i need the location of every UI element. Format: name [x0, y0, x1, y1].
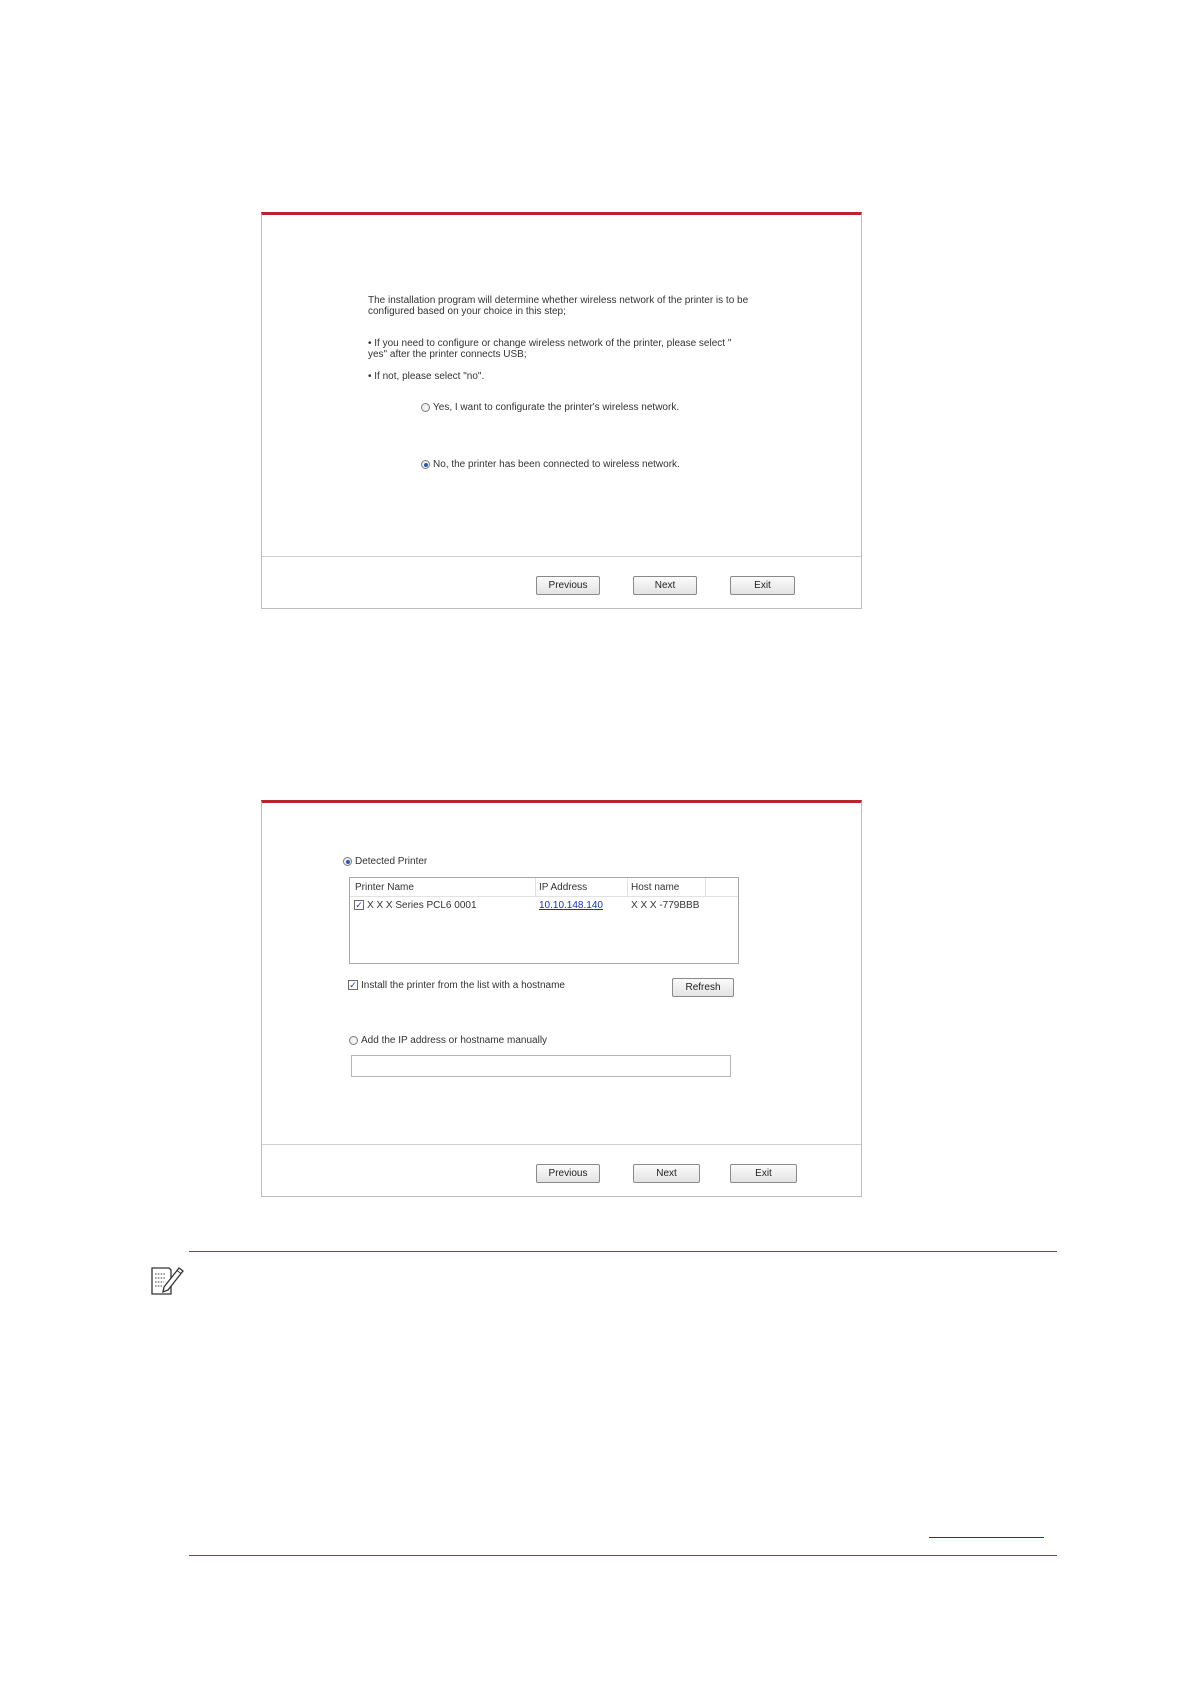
note-link-underline[interactable]: [929, 1537, 1044, 1538]
note-bottom-rule: [189, 1555, 1057, 1556]
radio-no-label[interactable]: No, the printer has been connected to wireless network.: [433, 459, 680, 470]
radio-yes-label[interactable]: Yes, I want to configurate the printer's wireless network.: [433, 402, 680, 413]
refresh-button[interactable]: Refresh: [672, 978, 734, 997]
wireless-config-dialog: [261, 212, 862, 609]
printer-list-header: [350, 878, 738, 897]
footer-separator: [262, 1144, 861, 1145]
note-top-rule: [189, 1251, 1057, 1252]
row-host-name: X X X -779BBB: [631, 900, 700, 911]
install-hostname-checkbox[interactable]: ✓: [349, 980, 357, 990]
column-divider: [627, 878, 628, 896]
row-checkbox[interactable]: ✓: [355, 900, 363, 910]
exit-button[interactable]: Exit: [730, 576, 795, 595]
intro-line-1: The installation program will determine whether wireless network of the printer is to be: [368, 295, 749, 306]
manual-entry-label[interactable]: Add the IP address or hostname manually: [361, 1035, 548, 1046]
intro-line-2: configured based on your choice in this step;: [368, 306, 566, 317]
bullet-configure-line-2: yes" after the printer connects USB;: [368, 349, 527, 360]
radio-detected-printer[interactable]: [343, 857, 352, 866]
footer-separator: [262, 556, 861, 557]
radio-yes[interactable]: [421, 403, 430, 412]
previous-button[interactable]: Previous: [536, 576, 600, 595]
bullet-configure-line-1: • If you need to configure or change wireless network of the printer, please select ": [368, 338, 732, 349]
radio-no[interactable]: [421, 460, 430, 469]
note-pencil-icon: [150, 1263, 186, 1297]
column-divider: [705, 878, 706, 896]
row-ip-address[interactable]: 10.10.148.140: [539, 900, 603, 911]
manual-address-input[interactable]: [351, 1055, 731, 1077]
table-row[interactable]: [350, 898, 738, 914]
radio-manual[interactable]: [349, 1036, 358, 1045]
column-host-name[interactable]: Host name: [631, 882, 680, 893]
column-printer-name[interactable]: Printer Name: [355, 882, 414, 893]
printer-list: [349, 877, 739, 964]
next-button[interactable]: Next: [633, 1164, 700, 1183]
column-divider: [535, 878, 536, 896]
column-ip-address[interactable]: IP Address: [539, 882, 588, 893]
bullet-no: • If not, please select "no".: [368, 371, 485, 382]
install-hostname-label[interactable]: Install the printer from the list with a hostname: [361, 980, 565, 991]
previous-button[interactable]: Previous: [536, 1164, 600, 1183]
exit-button[interactable]: Exit: [730, 1164, 797, 1183]
row-printer-name: X X X Series PCL6 0001: [367, 900, 477, 911]
next-button[interactable]: Next: [633, 576, 697, 595]
detected-printer-label[interactable]: Detected Printer: [355, 856, 428, 867]
printer-select-dialog: [261, 800, 862, 1197]
